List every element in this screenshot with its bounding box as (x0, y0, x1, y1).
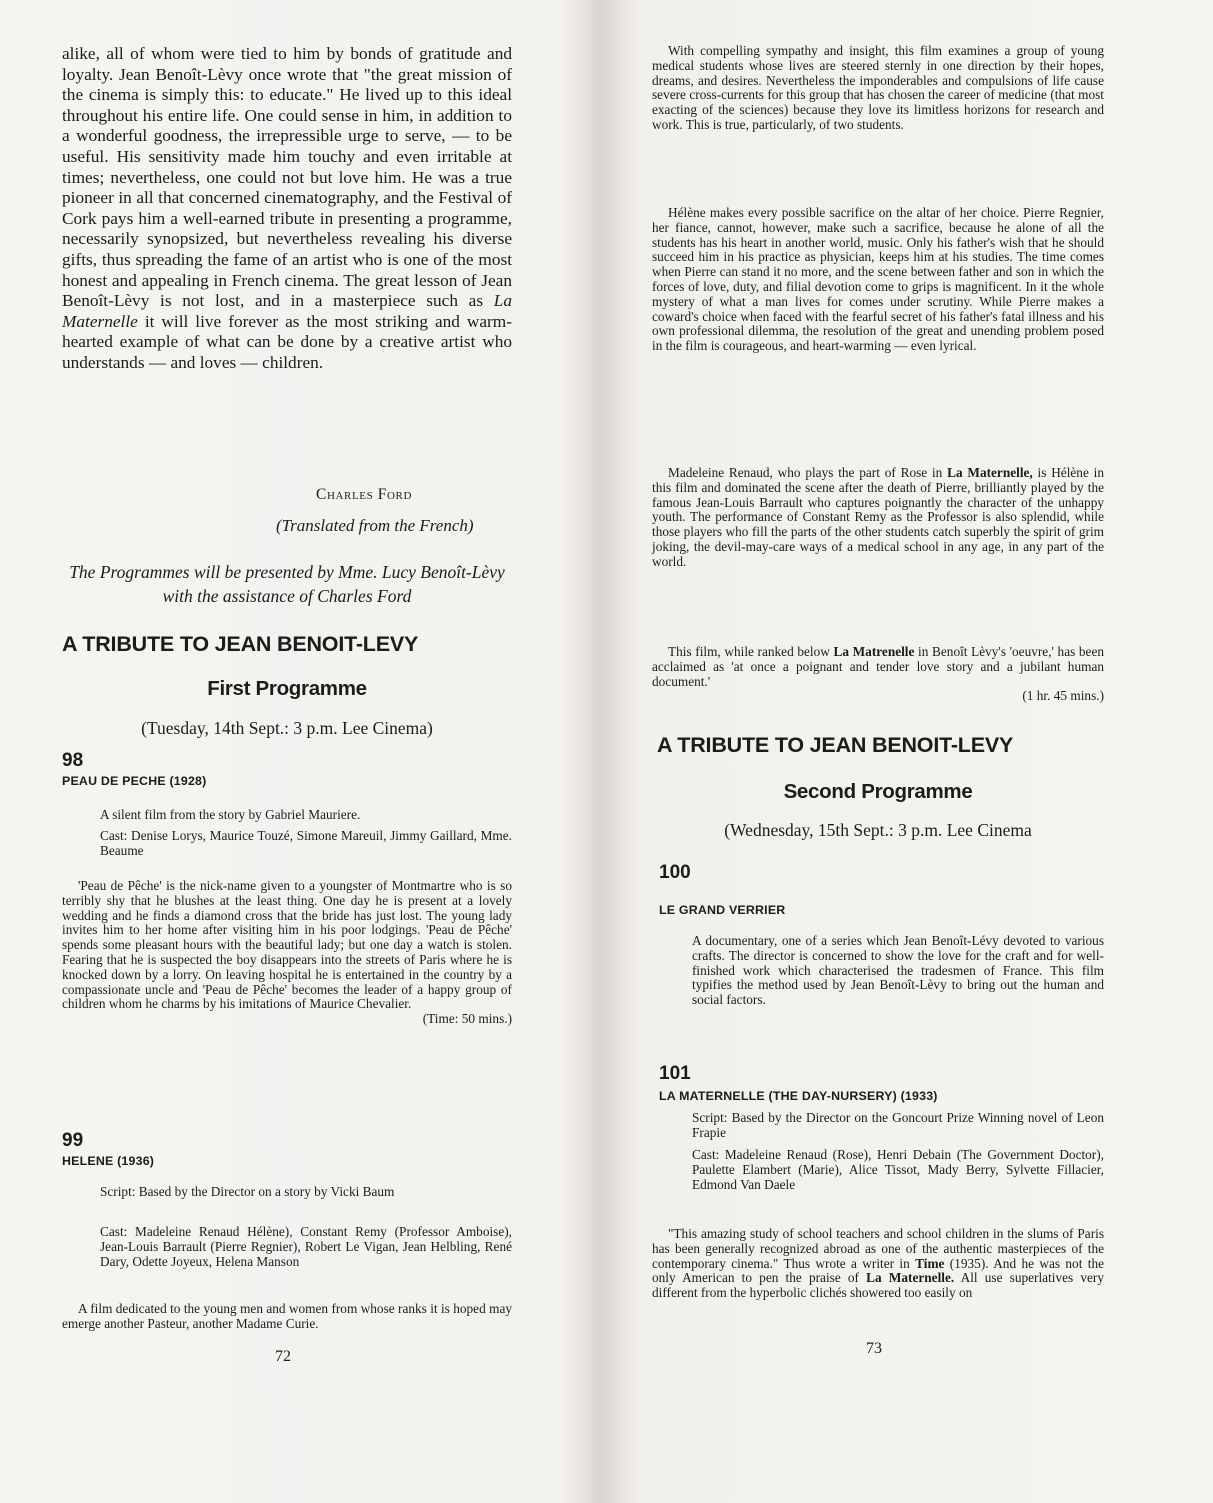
film-98-synopsis-text: 'Peau de Pêche' is the nick-name given to a youngster of Montmartre who is so terribly shy that he blushes at the least thing. One day he is present at a lovely wedding and he finds a diamond cross that the bride has just lost. The young lady invites him to her home after visiting him in his poor lodgings. 'Peau de Pêche' spends some pleasant hours with the beautiful lady; but one day a watch is stolen. Fearing that he is suspected the boy disappears into the streets of Paris where he is knocked down by a lorry. On leaving hospital he is entertained in the country by a compassionate uncle and 'Peau de Pêche' becomes the leader of a happy group of children whom he charms by his imitations of Maurice Chevalier. (62, 878, 512, 1012)
film-98-runtime: (Time: 50 mins.) (422, 1011, 512, 1027)
helene-p3-text-c: is Hélène in this film and dominated the scene after the death of Pierre, brilliantly played by the famous Jean-Louis Barrault who captures poignantly the character of the unhappy youth. The performance of Constant Remy as the Professor is also splendid, while those players who fill the parts of the other students catch superbly the spirit of grim joking, the devil-may-care ways of a medical school in any age, in any part of the world. (652, 465, 1104, 569)
film-number-101: 101 (659, 1063, 691, 1084)
film-99-synopsis-start: A film dedicated to the young men and women from whose ranks it is hoped may emerge another Pasteur, another Madame Curie. (62, 1301, 512, 1331)
helene-runtime: (1 hr. 45 mins.) (1022, 688, 1104, 704)
film-101-cast: Cast: Madeleine Renaud (Rose), Henri Debain (The Government Doctor), Paulette Elambert (Marie), Alice Tissot, Mady Berry, Sylvette Fillacier, Edmond Van Daele (692, 1147, 1104, 1192)
programme-schedule-first: (Tuesday, 14th Sept.: 3 p.m. Lee Cinema) (141, 718, 433, 738)
programme-heading-second: Second Programme (783, 780, 973, 803)
helene-paragraph-3 (652, 466, 1104, 570)
film-98-synopsis (62, 879, 512, 1027)
film-number-99: 99 (62, 1130, 84, 1151)
film-100-description: A documentary, one of a series which Jean Benoît-Lévy devoted to various crafts. The director is concerned to show the love for the craft and for well-finished work which characterised the tradesmen of France. This film typifies the method used by Jean Benoît-Lèvy to bring out the human and social factors. (692, 933, 1104, 1008)
programme-heading-first: First Programme (207, 677, 367, 700)
programme-schedule-second: (Wednesday, 15th Sept.: 3 p.m. Lee Cinema (724, 820, 1032, 840)
tribute-heading-right: A TRIBUTE TO JEAN BENOIT-LEVY (657, 733, 1014, 757)
film-title-100: LE GRAND VERRIER (659, 903, 786, 917)
film-101-text-e: All use superlatives very different from the hyperbolic clichés showered too easily on (652, 1270, 1104, 1301)
film-101-text (652, 1227, 1104, 1301)
helene-paragraph-1: With compelling sympathy and insight, this film examines a group of young medical students whose lives are steered sternly in one direction by their hopes, dreams, and desires. Nevertheless the imponderables and compulsions of life cause severe cross-currents for this group that has chosen the career of medicine (that most exacting of the sciences) because they love its limitless horizons for research and work. This is true, particularly, of two students. (652, 43, 1104, 132)
film-title-98: PEAU DE PECHE (1928) (62, 774, 207, 788)
intro-paragraph (62, 44, 512, 374)
intro-film-title: La Maternelle (62, 291, 512, 331)
page-number-left: 72 (275, 1348, 291, 1365)
intro-text: alike, all of whom were tied to him by bonds of gratitude and loyalty. Jean Benoît-Lèvy once wrote that "the great mission of the cinema is simply this: to educate." He lived up to this ideal throughout his entire life. One could sense in him, in addition to a wonderful goodness, the irrepressible urge to serve, — to be useful. His sensitivity made him touchy and even irritable at times; nevertheless, one could not but love him. He was a true pioneer in all that concerned cinematography, and the Festival of Cork pays him a well-earned tribute in presenting a programme, necessarily synopsized, but nevertheless revealing his diverse gifts, thus spreading the fame of an artist who is one of the most honest and appealing in French cinema. The great lesson of Jean Benoît-Lèvy is not lost, and in a masterpiece such as (62, 44, 512, 311)
helene-p4-text-c: in Benoît Lèvy's 'oeuvre,' has been acclaimed as 'at once a poignant and tender love story and a jubilant human document.' (652, 644, 1104, 689)
film-101-text-a: "This amazing study of school teachers and school children in the slums of Paris has been generally recognized abroad as one of the authentic masterpieces of the contemporary cinema." Thus wrote a writer in (652, 1226, 1104, 1271)
film-101-magazine-title: Time (915, 1255, 945, 1271)
translation-note: (Translated from the French) (276, 516, 474, 535)
film-99-script: Script: Based by the Director on a story by Vicki Baum (100, 1184, 395, 1199)
film-101-script: Script: Based by the Director on the Goncourt Prize Winning novel of Leon Frapie (692, 1110, 1104, 1140)
film-98-cast: Cast: Denise Lorys, Maurice Touzé, Simone Mareuil, Jimmy Gaillard, Mme. Beaume (100, 828, 512, 858)
page-number-right: 73 (866, 1340, 882, 1357)
film-number-100: 100 (659, 862, 691, 883)
film-number-98: 98 (62, 750, 84, 771)
film-101-film-title: La Maternelle. (866, 1270, 955, 1286)
film-title-99: HELENE (1936) (62, 1154, 155, 1168)
helene-p4-film-title: La Matrenelle (833, 644, 915, 659)
film-98-source: A silent film from the story by Gabriel Mauriere. (100, 807, 361, 822)
helene-p3-film-title: La Maternelle, (947, 465, 1033, 480)
film-title-101: LA MATERNELLE (THE DAY-NURSERY) (1933) (659, 1089, 938, 1103)
intro-text-end: it will live forever as the most striking and warm-hearted example of what can be done by a creative artist who understands — and loves — children. (62, 311, 512, 372)
author-signature: Charles Ford (316, 486, 413, 503)
helene-paragraph-4 (652, 645, 1104, 704)
presented-by-note: The Programmes will be presented by Mme. Lucy Benoît-Lèvy with the assistance of Charles Ford (69, 562, 505, 606)
film-101-text-c: (1935). And he was not the only American to pen the praise of (652, 1255, 1104, 1286)
helene-p4-text-a: This film, while ranked below (668, 644, 834, 659)
film-99-cast: Cast: Madeleine Renaud Hélène), Constant Remy (Professor Amboise), Jean-Louis Barrault (Pierre Regnier), Robert Le Vigan, Jean Helbling, René Dary, Odette Joyeux, Helena Manson (100, 1224, 512, 1269)
helene-p3-text-a: Madeleine Renaud, who plays the part of Rose in (668, 465, 948, 480)
tribute-heading-left: A TRIBUTE TO JEAN BENOIT-LEVY (62, 632, 419, 656)
helene-paragraph-2: Hélène makes every possible sacrifice on the altar of her choice. Pierre Regnier, her fiance, cannot, however, make such a sacrifice, because he alone of all the students has his heart in another world, music. Only his father's wish that he should succeed him in his practice as physician, keeps him at his studies. The time comes when Pierre can stand it no more, and the scene between father and son in which the forces of love, duty, and filial devotion come to grips is magnificent. In it the whole mystery of what a man lives for comes under scrutiny. While Pierre makes a coward's choice when faced with the fearful secret of his father's fatal illness and his own professional dilemma, the resolution of the great and unending problem posed in the film is courageous, and heart-warming — even lyrical. (652, 205, 1104, 354)
